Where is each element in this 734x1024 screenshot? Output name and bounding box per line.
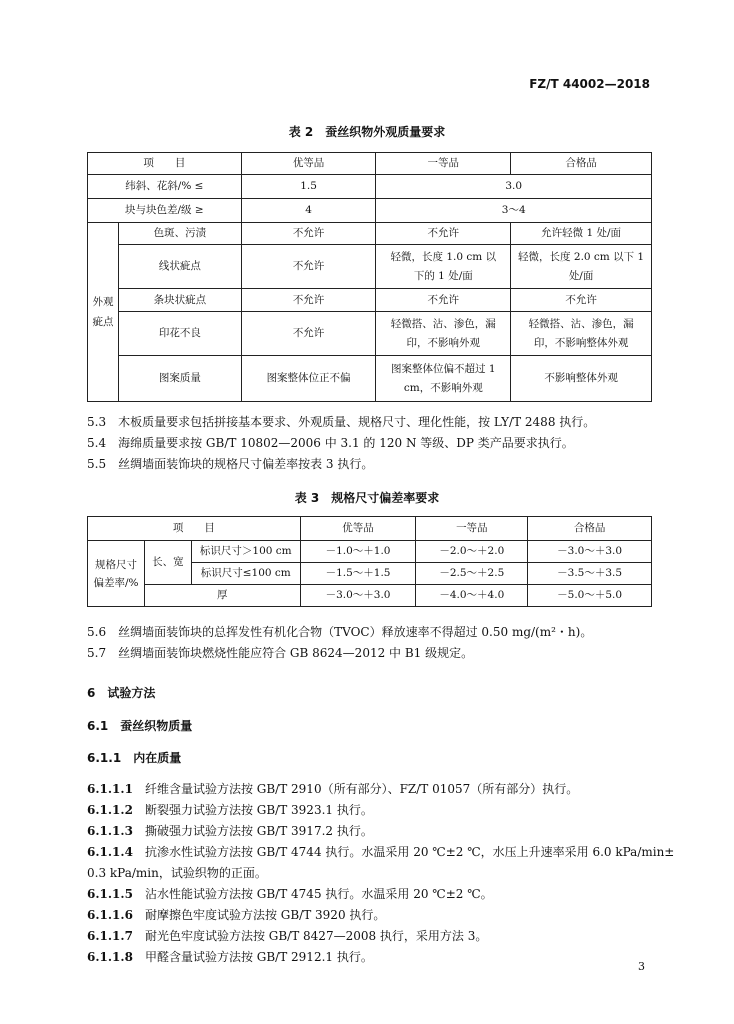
- clause-text: 丝绸墙面装饰块的规格尺寸偏差率按表 3 执行。: [118, 457, 374, 471]
- table-row: [88, 585, 652, 607]
- table2-cell: 1.5: [241, 175, 376, 199]
- clause-number: 6.1.1.1: [87, 782, 133, 796]
- clause-6-1-1-2: [87, 802, 373, 818]
- table2-cell: 轻微搭、沾、渗色，漏印，不影响整体外观: [511, 312, 652, 356]
- clause-6-1-1-4: [87, 844, 674, 860]
- table2-cell: 不允许: [376, 223, 511, 245]
- table3: [87, 516, 652, 607]
- table2-header-row: [88, 153, 652, 175]
- table2-header-first: 一等品: [376, 153, 511, 175]
- table2-header-qualified: 合格品: [511, 153, 652, 175]
- table2-item-colordiff: 块与块色差/级 ≥: [88, 199, 242, 223]
- section-title: 蚕丝织物质量: [120, 719, 193, 733]
- table2-defect-name: 线状疵点: [118, 245, 241, 289]
- clause-text: 沾水性能试验方法按 GB/T 4745 执行。水温采用 20 ℃±2 ℃。: [144, 887, 493, 901]
- table3-header-qualified: 合格品: [528, 517, 652, 541]
- table2-defect-name: 印花不良: [118, 312, 241, 356]
- table2: [87, 152, 652, 402]
- clause-5-6: [87, 624, 592, 640]
- table2-cell: 3～4: [376, 199, 652, 223]
- section-6-1-1-heading: [87, 749, 181, 766]
- section-6-1-heading: [87, 717, 192, 734]
- clause-text: 撕破强力试验方法按 GB/T 3917.2 执行。: [144, 824, 373, 838]
- table2-cell: 轻微，长度 2.0 cm 以下 1 处/面: [511, 245, 652, 289]
- table-row: [88, 175, 652, 199]
- section-title: 内在质量: [133, 751, 182, 765]
- clause-number: 5.7: [87, 646, 107, 660]
- clause-number: 5.3: [87, 415, 107, 429]
- clause-number: 5.5: [87, 457, 107, 471]
- clause-text: 耐摩擦色牢度试验方法按 GB/T 3920 执行。: [144, 908, 386, 922]
- table3-thick-label: 厚: [144, 585, 300, 607]
- clause-text: 丝绸墙面装饰块燃烧性能应符合 GB 8624—2012 中 B1 级规定。: [118, 646, 474, 660]
- clause-6-1-1-6: [87, 907, 385, 923]
- clause-5-7: [87, 645, 473, 661]
- clause-6-1-1-3: [87, 823, 373, 839]
- table3-condition: 标识尺寸＞100 cm: [191, 541, 300, 563]
- table2-cell: 不允许: [511, 289, 652, 312]
- clause-text: 纤维含量试验方法按 GB/T 2910（所有部分）、FZ/T 01057（所有部分）执行。: [144, 782, 579, 796]
- table3-cell: －1.0～＋1.0: [300, 541, 416, 563]
- section-number: 6: [87, 686, 96, 700]
- table-row: [88, 312, 652, 356]
- table-row: [88, 289, 652, 312]
- clause-6-1-1-5: [87, 886, 493, 902]
- table2-cell: 不允许: [241, 312, 376, 356]
- table-row: [88, 223, 652, 245]
- clause-6-1-1-1: [87, 781, 578, 797]
- table2-defect-name: 色斑、污渍: [118, 223, 241, 245]
- clause-number: 6.1.1.8: [87, 950, 133, 964]
- table2-cell: 不允许: [376, 289, 511, 312]
- clause-text: 耐光色牢度试验方法按 GB/T 8427—2008 执行，采用方法 3。: [144, 929, 488, 943]
- table2-cell: 不允许: [241, 245, 376, 289]
- table3-sub-label: 长、宽: [144, 541, 191, 585]
- clause-6-1-1-8: [87, 949, 373, 965]
- clause-6-1-1-4-continuation: 0.3 kPa/min，试验织物的正面。: [87, 866, 267, 880]
- clause-6-1-1-7: [87, 928, 487, 944]
- standard-number: FZ/T 44002—2018: [529, 77, 650, 91]
- table2-cell: 轻微，长度 1.0 cm 以下的 1 处/面: [376, 245, 511, 289]
- clause-text: 木板质量要求包括拼接基本要求、外观质量、规格尺寸、理化性能，按 LY/T 2488 执行。: [118, 415, 596, 429]
- table2-cell: 3.0: [376, 175, 652, 199]
- page-number: 3: [638, 960, 645, 973]
- table2-group-label: 外观疵点: [88, 223, 119, 402]
- clause-number: 6.1.1.5: [87, 887, 133, 901]
- table3-cell: －2.5～＋2.5: [416, 563, 528, 585]
- table3-header-first: 一等品: [416, 517, 528, 541]
- clause-number: 6.1.1.7: [87, 929, 133, 943]
- clause-5-4: [87, 435, 574, 451]
- table3-cell: －3.5～＋3.5: [528, 563, 652, 585]
- clause-text: 甲醛含量试验方法按 GB/T 2912.1 执行。: [144, 950, 373, 964]
- table2-defect-name: 条块状疵点: [118, 289, 241, 312]
- clause-5-3: [87, 414, 595, 430]
- table3-caption: 表 3 规格尺寸偏差率要求: [294, 491, 440, 505]
- table2-item-skew: 纬斜、花斜/% ≤: [88, 175, 242, 199]
- table2-cell: 4: [241, 199, 376, 223]
- table-row: [88, 541, 652, 563]
- table2-cell: 允许轻微 1 处/面: [511, 223, 652, 245]
- table2-caption: 表 2 蚕丝织物外观质量要求: [288, 125, 446, 139]
- table-row: [88, 356, 652, 402]
- clause-number: 6.1.1.3: [87, 824, 133, 838]
- table2-cell: 不允许: [241, 289, 376, 312]
- table-row: [88, 245, 652, 289]
- section-number: 6.1.1: [87, 751, 122, 765]
- table3-header-row: [88, 517, 652, 541]
- table3-cell: －5.0～＋5.0: [528, 585, 652, 607]
- table2-cell: 轻微搭、沾、渗色，漏印，不影响外观: [376, 312, 511, 356]
- section-title: 试验方法: [107, 686, 156, 700]
- table2-cell: 不影响整体外观: [511, 356, 652, 402]
- table2-cell: 图案整体位正不偏: [241, 356, 376, 402]
- table3-cell: －1.5～＋1.5: [300, 563, 416, 585]
- table2-cell: 不允许: [241, 223, 376, 245]
- clause-text: 断裂强力试验方法按 GB/T 3923.1 执行。: [144, 803, 373, 817]
- clause-number: 5.6: [87, 625, 107, 639]
- table2-cell: 图案整体位偏不超过 1 cm，不影响外观: [376, 356, 511, 402]
- clause-number: 6.1.1.6: [87, 908, 133, 922]
- section-number: 6.1: [87, 719, 109, 733]
- table2-header-item: 项 目: [88, 153, 242, 175]
- clause-5-5: [87, 456, 373, 472]
- table3-cell: －3.0～＋3.0: [528, 541, 652, 563]
- table2-header-excellent: 优等品: [241, 153, 376, 175]
- clause-text: 丝绸墙面装饰块的总挥发性有机化合物（TVOC）释放速率不得超过 0.50 mg/(m²・h)。: [118, 625, 593, 639]
- clause-number: 5.4: [87, 436, 107, 450]
- table-row: [88, 199, 652, 223]
- table3-header-item: 项 目: [88, 517, 301, 541]
- table3-header-excellent: 优等品: [300, 517, 416, 541]
- section-6-heading: [87, 684, 155, 701]
- clause-text: 海绵质量要求按 GB/T 10802—2006 中 3.1 的 120 N 等级、DP 类产品要求执行。: [118, 436, 574, 450]
- table3-cell: －4.0～＋4.0: [416, 585, 528, 607]
- table3-group-label: 规格尺寸偏差率/%: [88, 541, 145, 607]
- clause-text: 抗渗水性试验方法按 GB/T 4744 执行。水温采用 20 ℃±2 ℃，水压上升速率采用 6.0 kPa/min±: [144, 845, 675, 859]
- table3-cell: －2.0～＋2.0: [416, 541, 528, 563]
- table3-cell: －3.0～＋3.0: [300, 585, 416, 607]
- table3-condition: 标识尺寸≤100 cm: [191, 563, 300, 585]
- clause-number: 6.1.1.4: [87, 845, 133, 859]
- clause-number: 6.1.1.2: [87, 803, 133, 817]
- table2-defect-name: 图案质量: [118, 356, 241, 402]
